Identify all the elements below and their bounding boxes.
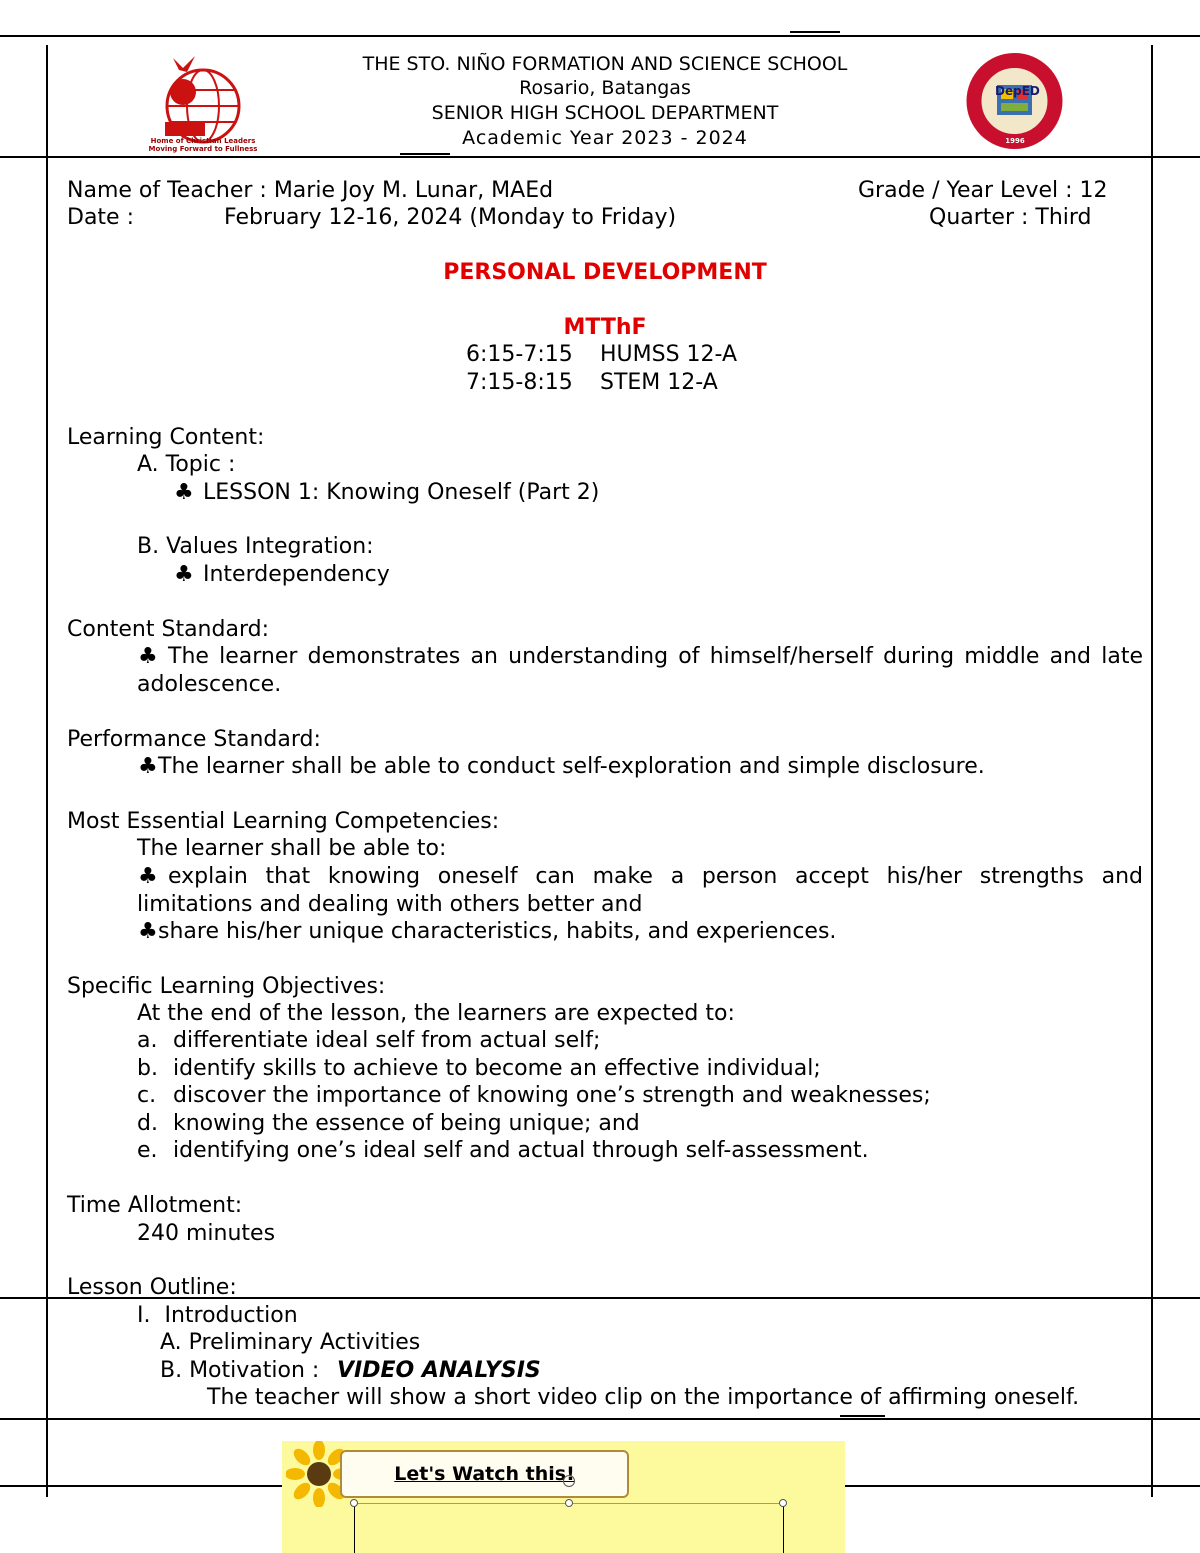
content-standard-heading: Content Standard: [67, 617, 269, 642]
content-standard-bullet: ♣ [138, 644, 158, 669]
school-name: THE STO. NIÑO FORMATION AND SCIENCE SCHOOL [362, 53, 848, 75]
rotate-handle [563, 1475, 575, 1487]
topic-label: A. Topic : [137, 452, 236, 477]
melc-intro: The learner shall be able to: [137, 836, 447, 861]
melc-heading: Most Essential Learning Competencies: [67, 809, 500, 834]
school-logo [135, 48, 265, 154]
frame-handle-right [779, 1499, 787, 1507]
teacher-name: Name of Teacher : Marie Joy M. Lunar, MAEd [67, 178, 554, 203]
objectives-heading: Specific Learning Objectives: [67, 974, 386, 999]
objective-letter-c: c. [137, 1083, 157, 1108]
frame-handle-mid [565, 1499, 573, 1507]
quarter: Quarter : Third [929, 205, 1092, 230]
schedule-time-1: 6:15-7:15 [466, 342, 573, 367]
schedule-days: MTThF [563, 315, 647, 340]
objective-letter-d: d. [137, 1111, 158, 1136]
objective-text-c: discover the importance of knowing one’s strength and weaknesses; [173, 1083, 931, 1108]
outline-motivation-emphasis: VIDEO ANALYSIS [337, 1358, 541, 1383]
learning-content-heading: Learning Content: [67, 425, 265, 450]
header-divider [0, 156, 1200, 158]
values-bullet: ♣ [174, 562, 194, 587]
video-frame [354, 1503, 784, 1553]
top-mark [790, 31, 840, 33]
objective-text-e: identifying one’s ideal self and actual through self-assessment. [173, 1138, 869, 1163]
header-mark [400, 153, 450, 155]
melc-item-1: explain that knowing oneself can make a person accept his/her strengths and limitations and dealing with others better and [137, 864, 1143, 917]
department-name: SENIOR HIGH SCHOOL DEPARTMENT [431, 102, 779, 124]
melc-bullet-2: ♣ [138, 919, 158, 944]
time-value: 240 minutes [137, 1221, 276, 1246]
schedule-time-2: 7:15-8:15 [466, 370, 573, 395]
academic-year: Academic Year 2023 - 2024 [462, 127, 748, 149]
objective-text-d: knowing the essence of being unique; and [173, 1111, 640, 1136]
page-break-mark [840, 1415, 885, 1417]
values-label: B. Values Integration: [137, 534, 374, 559]
slide-title-box [340, 1450, 629, 1498]
performance-standard-text: The learner shall be able to conduct self-exploration and simple disclosure. [158, 754, 985, 779]
outline-description: The teacher will show a short video clip on the importance of affirming oneself. [207, 1385, 1080, 1410]
video-slide [282, 1441, 845, 1553]
grade-level: Grade / Year Level : 12 [858, 178, 1108, 203]
objectives-intro: At the end of the lesson, the learners are expected to: [137, 1001, 735, 1026]
outline-heading: Lesson Outline: [67, 1275, 237, 1300]
melc-bullet-1: ♣ [138, 864, 158, 889]
seal-badge: DepED [995, 84, 1040, 98]
subject-title: PERSONAL DEVELOPMENT [443, 260, 767, 285]
frame-handle-left [350, 1499, 358, 1507]
seal-year: 1996 [1005, 137, 1025, 145]
school-location: Rosario, Batangas [519, 77, 691, 99]
values-text: Interdependency [203, 562, 390, 587]
deped-seal [963, 51, 1066, 151]
topic-bullet: ♣ [174, 480, 194, 505]
date-label: Date : [67, 205, 134, 230]
schedule-class-1: HUMSS 12-A [600, 342, 738, 367]
slide-title: Let's Watch this! [394, 1463, 575, 1485]
outline-motivation-label: B. Motivation : [160, 1358, 327, 1383]
logo-caption: Home of Christian Leaders [150, 137, 256, 145]
objective-letter-e: e. [137, 1138, 158, 1163]
outline-preliminary: A. Preliminary Activities [160, 1330, 421, 1355]
performance-standard-bullet: ♣ [138, 754, 158, 779]
time-heading: Time Allotment: [67, 1193, 243, 1218]
logo-motto: Moving Forward to Fullness [148, 145, 258, 153]
objective-letter-b: b. [137, 1056, 158, 1081]
schedule-class-2: STEM 12-A [600, 370, 718, 395]
page-break-line-2 [0, 1418, 1200, 1420]
objective-text-b: identify skills to achieve to become an effective individual; [173, 1056, 821, 1081]
date-value: February 12-16, 2024 (Monday to Friday) [224, 205, 677, 230]
outline-item-introduction: I. Introduction [137, 1303, 298, 1328]
objective-text-a: differentiate ideal self from actual self; [173, 1028, 601, 1053]
content-standard-text: The learner demonstrates an understanding of himself/herself during middle and late adolescence. [137, 644, 1143, 697]
melc-item-2: share his/her unique characteristics, habits, and experiences. [158, 919, 837, 944]
topic-text: LESSON 1: Knowing Oneself (Part 2) [203, 480, 600, 505]
performance-standard-heading: Performance Standard: [67, 727, 321, 752]
objective-letter-a: a. [137, 1028, 158, 1053]
top-border [0, 35, 1200, 37]
